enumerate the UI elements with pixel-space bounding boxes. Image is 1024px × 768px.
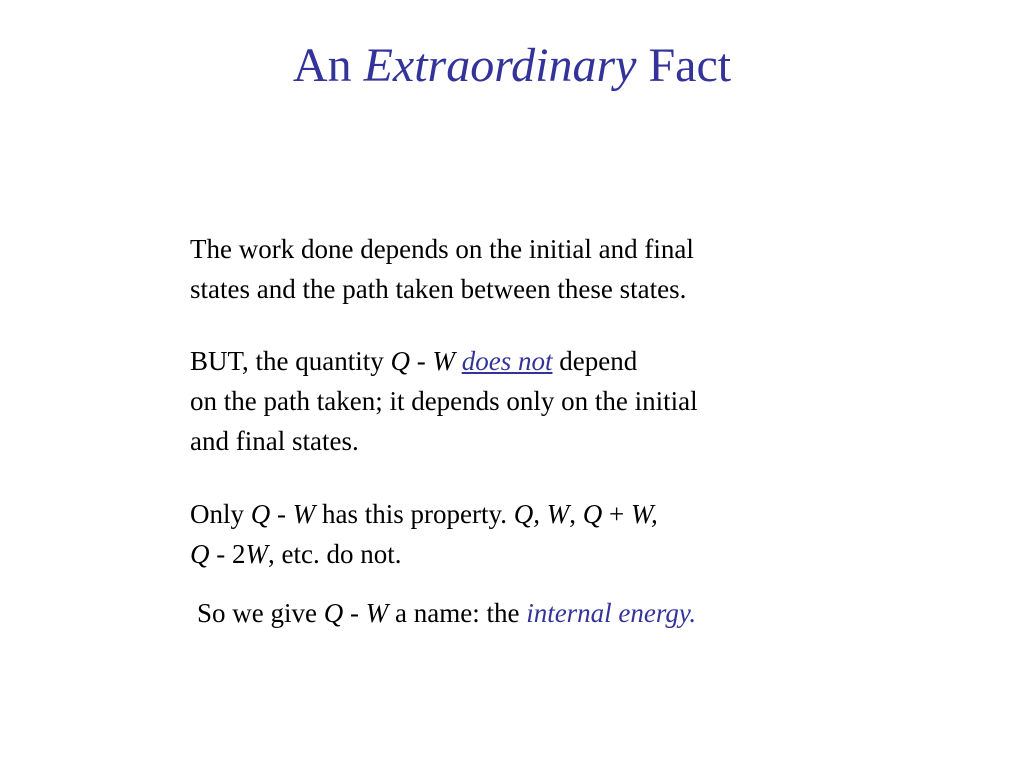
variable-w: W bbox=[365, 598, 389, 628]
paragraph3-text-mid: has this property. bbox=[322, 499, 507, 529]
minus-sign: - bbox=[349, 598, 359, 628]
paragraph2-line3: and final states. bbox=[190, 426, 359, 456]
variable-q: Q bbox=[390, 346, 410, 376]
list-q: Q, bbox=[513, 499, 540, 529]
variable-w: W bbox=[292, 499, 316, 529]
paragraph4-text-before: So we give bbox=[197, 598, 317, 628]
title-suffix: Fact bbox=[648, 39, 732, 92]
paragraph1-line2: states and the path taken between these states. bbox=[190, 274, 687, 304]
plus-sign: + bbox=[608, 499, 625, 529]
paragraph-work-done bbox=[190, 229, 890, 309]
paragraph2-text-before: BUT, the quantity bbox=[190, 346, 384, 376]
list-comma: , bbox=[569, 499, 576, 529]
variable-w: W bbox=[432, 346, 455, 376]
paragraph3-text-before: Only bbox=[190, 499, 244, 529]
variable-q: Q bbox=[323, 598, 344, 628]
paragraph1-line1: The work done depends on the initial and final bbox=[190, 234, 694, 264]
paragraph4-text-mid: a name: the bbox=[394, 598, 520, 628]
paragraph-internal-energy bbox=[197, 593, 897, 633]
internal-energy-term: internal energy. bbox=[526, 598, 697, 628]
paragraph-but-quantity bbox=[190, 341, 890, 461]
paragraph2-line2: on the path taken; it depends only on the initial bbox=[190, 386, 698, 416]
line2-rest: , etc. do not. bbox=[268, 539, 402, 569]
line2-variable-w: W bbox=[245, 539, 268, 569]
list-w2: W, bbox=[630, 499, 658, 529]
minus-sign: - bbox=[416, 346, 426, 376]
line2-variable-q: Q bbox=[190, 539, 210, 569]
list-w: W bbox=[546, 499, 570, 529]
title-emphasis: Extraordinary bbox=[363, 39, 637, 92]
list-q2: Q bbox=[582, 499, 603, 529]
line2-minus-two: - 2 bbox=[216, 539, 246, 569]
minus-sign: - bbox=[277, 499, 286, 529]
paragraph-only-property bbox=[190, 494, 890, 574]
does-not-link[interactable]: does not bbox=[461, 346, 553, 376]
variable-q: Q bbox=[250, 499, 271, 529]
paragraph2-text-after: depend bbox=[559, 346, 638, 376]
slide-title bbox=[0, 36, 1024, 96]
title-prefix: An bbox=[292, 39, 352, 92]
